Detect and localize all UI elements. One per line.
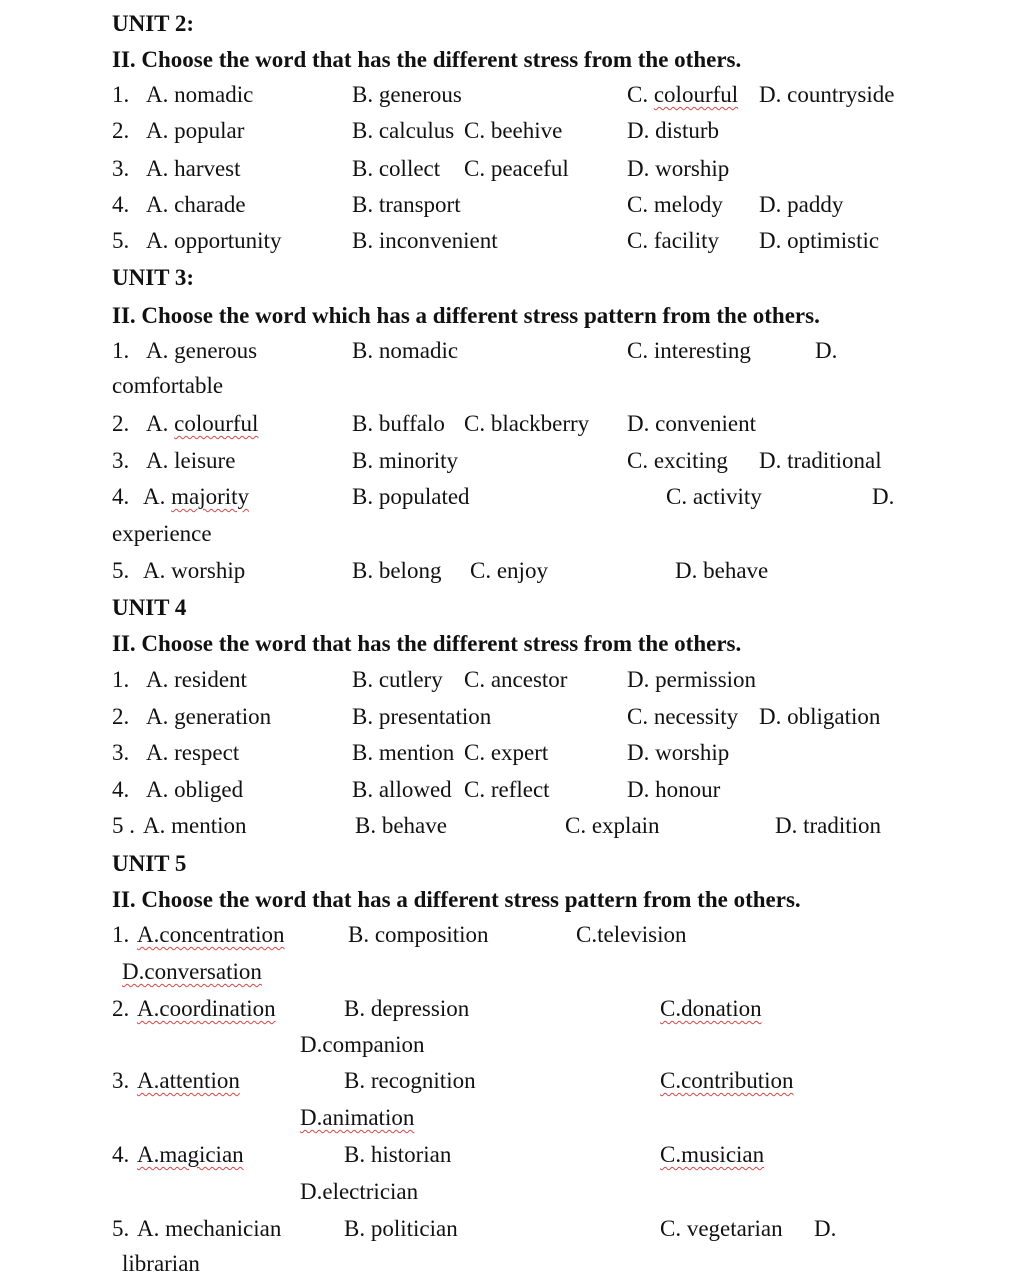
u4-q1-number: 1.	[112, 667, 130, 692]
u5-q5-option-d: D.	[814, 1216, 837, 1241]
u4-q5-option-d: D. tradition	[775, 813, 882, 838]
u5-q1-option-a: A.concentration	[137, 922, 285, 947]
u5-q4-option-c: C.musician	[660, 1142, 765, 1167]
u4-q1-option-c: C. ancestor	[464, 667, 568, 692]
u4-q2-option-a: A. generation	[146, 704, 272, 729]
u3-q2-number: 2.	[112, 411, 130, 436]
u2-q3-option-d: D. worship	[627, 156, 730, 181]
u3-q3-option-d: D. traditional	[759, 448, 882, 473]
unit-4-instruction: II. Choose the word that has the different stress from the others.	[112, 631, 742, 656]
u3-q5-option-a: A. worship	[143, 558, 246, 583]
u5-q3-number: 3.	[112, 1068, 130, 1093]
u4-q2-option-d: D. obligation	[759, 704, 881, 729]
u5-q1-option-c: C.television	[576, 922, 687, 947]
option-letter: A.	[146, 411, 175, 436]
u5-q2-option-a: A.coordination	[137, 996, 276, 1021]
u2-q4-number: 4.	[112, 192, 130, 217]
u5-q1-number: 1.	[112, 922, 130, 947]
u2-q3-option-c: C. peaceful	[464, 156, 569, 181]
u4-q3-number: 3.	[112, 740, 130, 765]
u2-q1-number: 1.	[112, 82, 130, 107]
u4-q1-option-a: A. resident	[146, 667, 247, 692]
u2-q3-option-b: B. collect	[352, 156, 441, 181]
u2-q5-option-a: A. opportunity	[146, 228, 282, 253]
u3-q3-option-c: C. exciting	[627, 448, 728, 473]
u3-q1-option-c: C. interesting	[627, 338, 751, 363]
u2-q2-option-c: C. beehive	[464, 118, 563, 143]
option-letter: A.	[143, 484, 172, 509]
u4-q1-option-b: B. cutlery	[352, 667, 443, 692]
spellcheck-word: colourful	[174, 411, 259, 436]
unit-2-title: UNIT 2:	[112, 11, 195, 36]
u3-q5-number: 5.	[112, 558, 130, 583]
u3-q4-option-c: C. activity	[666, 484, 762, 509]
u5-q5-option-b: B. politician	[344, 1216, 458, 1241]
u4-q3-option-b: B. mention	[352, 740, 455, 765]
u5-q5-number: 5.	[112, 1216, 130, 1241]
u3-q4-number: 4.	[112, 484, 130, 509]
u2-q1-option-b: B. generous	[352, 82, 462, 107]
u4-q1-option-d: D. permission	[627, 667, 757, 692]
unit-4-title: UNIT 4	[112, 595, 187, 620]
u2-q2-option-b: B. calculus	[352, 118, 455, 143]
u4-q2-option-c: C. necessity	[627, 704, 739, 729]
u5-q3-option-a: A.attention	[137, 1068, 240, 1093]
u2-q2-option-d: D. disturb	[627, 118, 719, 143]
unit-3-title: UNIT 3:	[112, 265, 195, 290]
u3-q1-number: 1.	[112, 338, 130, 363]
u5-q4-number: 4.	[112, 1142, 130, 1167]
u2-q4-option-a: A. charade	[146, 192, 246, 217]
u2-q2-option-a: A. popular	[146, 118, 245, 143]
unit-5-title: UNIT 5	[112, 851, 187, 876]
u2-q5-option-d: D. optimistic	[759, 228, 880, 253]
u3-q3-number: 3.	[112, 448, 130, 473]
u4-q3-option-c: C. expert	[464, 740, 549, 765]
u3-q1-option-b: B. nomadic	[352, 338, 459, 363]
u5-q3-option-c: C.contribution	[660, 1068, 794, 1093]
u4-q5-number: 5 .	[112, 813, 135, 838]
u2-q1-option-d: D. countryside	[759, 82, 895, 107]
u5-q5-option-a: A. mechanician	[137, 1216, 282, 1241]
u3-q4-option-b: B. populated	[352, 484, 470, 509]
u4-q4-option-c: C. reflect	[464, 777, 550, 802]
u5-q4-option-d: D.electrician	[300, 1179, 419, 1204]
u3-q2-option-d: D. convenient	[627, 411, 757, 436]
u3-q1-option-d: D.	[815, 338, 838, 363]
u3-q4-option-a	[143, 483, 249, 511]
u5-q2-option-b: B. depression	[344, 996, 470, 1021]
u4-q3-option-d: D. worship	[627, 740, 730, 765]
u3-q2-option-a	[146, 410, 258, 438]
option-letter: C.	[627, 82, 654, 107]
u3-q5-option-b: B. belong	[352, 558, 442, 583]
spellcheck-word: majority	[171, 484, 250, 509]
u4-q5-option-c: C. explain	[565, 813, 660, 838]
u5-q4-option-b: B. historian	[344, 1142, 452, 1167]
u5-q2-option-c: C.donation	[660, 996, 762, 1021]
unit-5-instruction: II. Choose the word that has a different stress pattern from the others.	[112, 887, 801, 912]
u4-q5-option-b: B. behave	[355, 813, 447, 838]
u4-q2-option-b: B. presentation	[352, 704, 492, 729]
u4-q3-option-a: A. respect	[146, 740, 240, 765]
unit-3-instruction: II. Choose the word which has a different stress pattern from the others.	[112, 303, 820, 328]
u2-q5-option-c: C. facility	[627, 228, 719, 253]
u2-q5-option-b: B. inconvenient	[352, 228, 498, 253]
u2-q5-number: 5.	[112, 228, 130, 253]
u5-q1-option-d: D.conversation	[122, 959, 262, 984]
u5-q2-option-d: D.companion	[300, 1032, 425, 1057]
u5-q1-option-b: B. composition	[348, 922, 489, 947]
u5-q4-option-a: A.magician	[137, 1142, 244, 1167]
u4-q4-option-d: D. honour	[627, 777, 721, 802]
u2-q2-number: 2.	[112, 118, 130, 143]
u3-q4-option-d-text: experience	[112, 521, 212, 546]
u2-q1-option-a: A. nomadic	[146, 82, 254, 107]
u2-q1-option-c	[627, 81, 738, 109]
u3-q5-option-d: D. behave	[675, 558, 769, 583]
u3-q2-option-c: C. blackberry	[464, 411, 590, 436]
u5-q5-option-d-text: librarian	[122, 1251, 200, 1276]
u4-q2-number: 2.	[112, 704, 130, 729]
spellcheck-word: colourful	[653, 82, 739, 107]
u3-q2-option-b: B. buffalo	[352, 411, 445, 436]
u3-q1-option-d-text: comfortable	[112, 373, 224, 398]
u2-q3-option-a: A. harvest	[146, 156, 241, 181]
u5-q5-option-c: C. vegetarian	[660, 1216, 783, 1241]
u2-q3-number: 3.	[112, 156, 130, 181]
u5-q3-option-b: B. recognition	[344, 1068, 476, 1093]
u3-q3-option-a: A. leisure	[146, 448, 236, 473]
u2-q4-option-d: D. paddy	[759, 192, 844, 217]
u5-q3-option-d: D.animation	[300, 1105, 415, 1130]
u4-q5-option-a: A. mention	[143, 813, 247, 838]
u3-q1-option-a: A. generous	[146, 338, 258, 363]
u4-q4-number: 4.	[112, 777, 130, 802]
u2-q4-option-b: B. transport	[352, 192, 461, 217]
u3-q5-option-c: C. enjoy	[470, 558, 548, 583]
u3-q4-option-d: D.	[872, 484, 895, 509]
u2-q4-option-c: C. melody	[627, 192, 723, 217]
u4-q4-option-b: B. allowed	[352, 777, 452, 802]
unit-2-instruction: II. Choose the word that has the different stress from the others.	[112, 47, 742, 72]
u4-q4-option-a: A. obliged	[146, 777, 244, 802]
u5-q2-number: 2.	[112, 996, 130, 1021]
u3-q3-option-b: B. minority	[352, 448, 459, 473]
